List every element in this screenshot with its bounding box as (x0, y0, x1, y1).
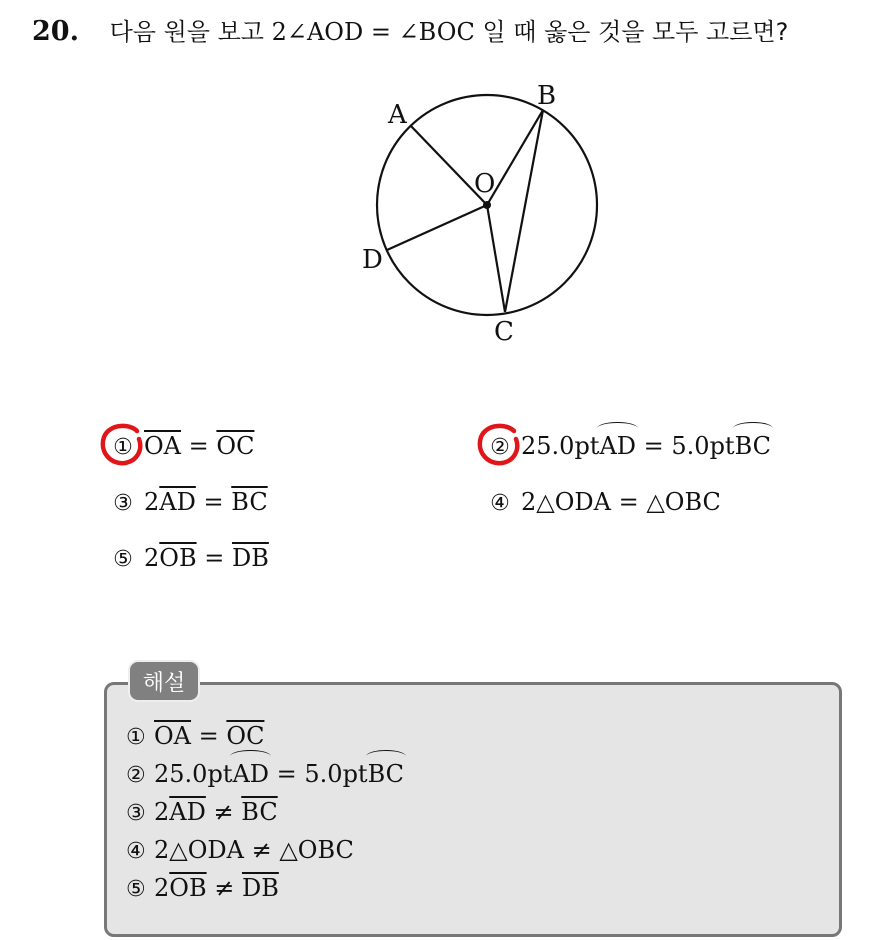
arc-mark (733, 422, 773, 435)
math-text: 2△ODA = △OBC (521, 488, 721, 516)
solution-title: 해설 (128, 660, 200, 702)
segment-notation: $\overline{OC}$ (216, 432, 255, 460)
solution-number: ④ (126, 839, 146, 864)
solution-expression (154, 836, 354, 864)
math-text: = 5.0pt (636, 432, 735, 460)
solution-line-1 (126, 722, 264, 750)
segment-notation: $\overline{DB}$ (231, 544, 269, 572)
option-number: ⑤ (113, 547, 133, 572)
solution-line-4 (126, 836, 354, 864)
math-text: 2△ODA ≠ △OBC (154, 836, 354, 864)
solution-number: ③ (126, 801, 146, 826)
label-c: C (494, 317, 514, 347)
question-header (32, 12, 788, 47)
solution-expression (154, 760, 404, 788)
math-text: = (196, 544, 232, 572)
segment-notation: $\overline{OC}$ (226, 722, 265, 750)
segment-notation: $\overline{OA}$ (154, 722, 192, 750)
option-expression (521, 488, 721, 516)
math-text: 2 (144, 544, 160, 572)
solution-number: ① (126, 725, 146, 750)
math-text: 2 (154, 874, 170, 902)
segment-od (387, 205, 487, 250)
segment-notation: $\overline{OA}$ (144, 432, 182, 460)
label-o: O (474, 169, 496, 199)
segment-notation: $\overline{BC}$ (241, 798, 278, 826)
label-b: B (537, 81, 557, 111)
option-number: ③ (113, 491, 133, 516)
answer-mark-1 (99, 422, 147, 468)
math-text: = (181, 432, 217, 460)
math-text: 25.0pt (521, 432, 600, 460)
center-point (483, 201, 491, 209)
math-text: = (191, 722, 227, 750)
math-text: = 5.0pt (269, 760, 368, 788)
solution-line-2 (126, 760, 404, 788)
segment-notation: $\overline{OB}$ (169, 874, 207, 902)
solution-line-5 (126, 874, 279, 902)
solution-expression (154, 874, 279, 902)
option-expression (144, 488, 268, 516)
arc-notation: AD (232, 760, 269, 788)
option-number: ② (490, 435, 510, 460)
segment-notation: $\overline{AD}$ (159, 488, 196, 516)
question-text: 다음 원을 보고 2∠AOD = ∠BOC 일 때 옳은 것을 모두 고르면? (109, 18, 789, 46)
math-text: = (195, 488, 232, 516)
option-5[interactable] (108, 544, 269, 572)
option-3[interactable] (108, 488, 268, 516)
option-expression (521, 432, 771, 460)
arc-notation: BC (368, 760, 404, 788)
segment-notation: $\overline{AD}$ (169, 798, 206, 826)
segment-notation: $\overline{DB}$ (241, 874, 279, 902)
question-number: 20. (32, 16, 79, 47)
option-4[interactable] (485, 488, 721, 516)
math-text: 2 (144, 488, 160, 516)
segment-notation: $\overline{OB}$ (159, 544, 197, 572)
math-text: 2 (154, 798, 170, 826)
arc-mark (597, 422, 638, 435)
arc-mark (230, 750, 271, 763)
solution-line-3 (126, 798, 278, 826)
solution-number: ② (126, 763, 146, 788)
solution-number: ⑤ (126, 877, 146, 902)
math-text: ≠ (206, 874, 242, 902)
arc-notation: BC (735, 432, 771, 460)
label-a: A (388, 100, 407, 130)
answer-mark-2 (476, 422, 524, 468)
segment-notation: $\overline{BC}$ (231, 488, 268, 516)
math-text: ≠ (205, 798, 242, 826)
arc-notation: AD (599, 432, 636, 460)
option-number: ④ (490, 491, 510, 516)
solution-expression (154, 722, 264, 750)
question-condition: 2∠AOD = ∠BOC (271, 18, 475, 46)
option-expression (144, 544, 269, 572)
label-d: D (362, 245, 383, 275)
arc-mark (366, 750, 406, 763)
circle-figure (350, 78, 610, 348)
option-expression (144, 432, 254, 460)
option-2[interactable] (485, 432, 771, 460)
solution-expression (154, 798, 278, 826)
segment-oc (487, 205, 505, 312)
option-number: ① (113, 435, 133, 460)
math-text: 25.0pt (154, 760, 233, 788)
